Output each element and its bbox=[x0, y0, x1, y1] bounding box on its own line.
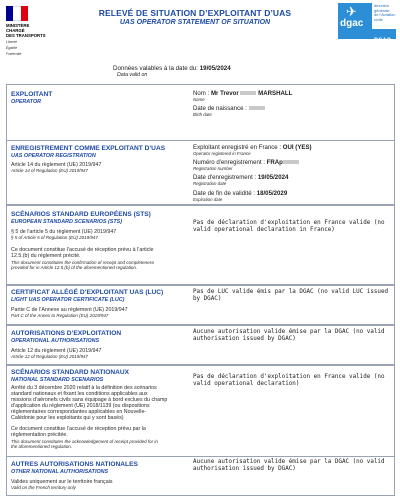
national-text-3: missions d’aéronefs civils sans équipage à bord exclues du champ bbox=[11, 397, 168, 403]
national-text-1: Arrêté du 3 décembre 2020 relatif à la définition des scénarios bbox=[11, 385, 157, 391]
luc-heading: CERTIFICAT ALLÉGÉ D’EXPLOITANT UAS (LUC) bbox=[11, 289, 164, 296]
national-text-4: d’application du règlement (UE) 2018/1139 (ou dispositions bbox=[11, 403, 150, 409]
registration-number-sub: Registration number bbox=[193, 166, 233, 171]
valid-date-sub: Data valid on bbox=[117, 72, 148, 78]
national-text-2: standard nationaux et fixant les conditions applicables aux bbox=[11, 391, 148, 397]
other-line: Valides uniquement sur le territoire français bbox=[11, 479, 113, 485]
operator-name: Nom : Mr Trevor MARSHALL bbox=[193, 90, 293, 97]
section-luc bbox=[6, 285, 395, 325]
ministry-name-3: DES TRANSPORTS bbox=[6, 33, 46, 38]
luc-status: Pas de LUC valide émis par la DGAC (no valid LUC issued by DGAC) bbox=[193, 289, 389, 302]
expiry-date: Date de fin de validité : 18/05/2029 bbox=[193, 190, 288, 197]
registration-article-en: Article 14 of Regulation (EU) 2019/947 bbox=[11, 168, 89, 173]
valid-date-line bbox=[113, 65, 231, 72]
section-authorisations bbox=[6, 325, 395, 365]
section-other bbox=[6, 456, 395, 496]
plane-icon: ✈ bbox=[346, 4, 357, 19]
sts-note-en-2: provided for in Article 12.5.(b) of the aforementioned regulation. bbox=[11, 265, 138, 270]
sts-status: Pas de déclaration d'exploitation en France valide (no valid operational declaration in France) bbox=[193, 220, 385, 233]
sts-subheading: EUROPEAN STANDARD SCENARIOS (STS) bbox=[11, 219, 123, 225]
ministry-name-2: CHARGÉ bbox=[6, 28, 25, 33]
valid-date-value: 19/05/2024 bbox=[199, 65, 231, 72]
authorisations-line: Article 12 du règlement (UE) 2019/947 bbox=[11, 348, 102, 354]
other-heading: AUTRES AUTORISATIONS NATIONALES bbox=[11, 461, 138, 468]
authorisations-line-en: Article 12 of Regulation (EU) 2019/947 bbox=[11, 354, 89, 359]
other-line-en: Valid on the French territory only bbox=[11, 485, 76, 490]
motto-egalite: Égalité bbox=[6, 46, 17, 50]
sts-note-1: Ce document constitue l’accusé de réception prévu à l’article bbox=[11, 247, 154, 253]
sts-article-en: § 5 of Article 5 of Regulation (EU) 2019/947 bbox=[11, 235, 98, 240]
national-note-1: Ce document constitue l’accusé de réception prévu par la bbox=[11, 426, 146, 432]
national-note-en-1: This document constitutes the acknowledgement of receipt provided for in bbox=[11, 439, 158, 444]
luc-subheading: LIGHT UAS OPERATOR CERTIFICATE (LUC) bbox=[11, 297, 125, 303]
document-header bbox=[0, 0, 400, 80]
section-operator bbox=[6, 84, 395, 141]
registered-in-france-sub: Operator registered in France bbox=[193, 151, 251, 156]
operator-birth-date: Date de naissance : bbox=[193, 105, 265, 112]
dgac-logo-block bbox=[338, 3, 372, 39]
redacted-name bbox=[240, 91, 256, 95]
national-heading: SCÉNARIOS STANDARD NATIONAUX bbox=[11, 369, 130, 376]
document-title: RELEVÉ DE SITUATION D’EXPLOITANT D’UAS bbox=[98, 8, 292, 18]
sts-note-2: 12.5.(b) du règlement précité. bbox=[11, 253, 81, 259]
registration-date-sub: Registration date bbox=[193, 181, 227, 186]
other-status: Aucune autorisation valide émise par la DGAC (no valid authorisation issued by DGAC) bbox=[193, 459, 385, 472]
national-note-en-2: the aforementioned regulation. bbox=[11, 444, 73, 449]
national-note-2: réglementation précitée. bbox=[11, 432, 68, 438]
sts-article: § 5 de l'article 5 du règlement (UE) 2019/947 bbox=[11, 229, 117, 235]
operator-heading: EXPLOITANT bbox=[11, 91, 53, 98]
luc-line-en: Part C of the Annex to Regulation (EU) 2019/947 bbox=[11, 313, 109, 318]
section-national bbox=[6, 365, 395, 457]
section-registration bbox=[6, 140, 395, 205]
registration-number: Numéro d'enregistrement : FRAp bbox=[193, 159, 299, 166]
operator-name-sub: Name bbox=[193, 97, 205, 102]
document-subtitle: UAS OPERATOR STATEMENT OF SITUATION bbox=[119, 19, 271, 26]
authorisations-status: Aucune autorisation valide émise par la DGAC (no valid authorisation issued by DGAC) bbox=[193, 329, 385, 342]
registration-date: Date d'enregistrement : 19/05/2024 bbox=[193, 174, 289, 181]
redacted-birth-date bbox=[249, 106, 265, 110]
dgac-wordmark: dgac bbox=[340, 18, 364, 29]
authorisations-heading: AUTORISATIONS D’EXPLOITATION bbox=[11, 330, 122, 337]
sts-note-en-1: This document constitutes the confirmation of receipt and completeness bbox=[11, 260, 155, 265]
valid-date-label: Données valables à la date du: bbox=[113, 65, 198, 72]
national-status: Pas de déclaration d'exploitation en France valide (no valid operational declaration) bbox=[193, 374, 385, 387]
motto-liberte: Liberté bbox=[6, 40, 17, 44]
registered-in-france: Exploitant enregistré en France : OUI (YES) bbox=[193, 144, 312, 151]
motto-fraternite: Fraternité bbox=[6, 52, 22, 56]
section-sts bbox=[6, 205, 395, 285]
operator-subheading: OPERATOR bbox=[11, 99, 42, 105]
registration-subheading: UAS OPERATOR REGISTRATION bbox=[11, 153, 96, 159]
redacted-registration-number bbox=[283, 160, 299, 164]
other-subheading: OTHER NATIONAL AUTHORISATIONS bbox=[11, 469, 109, 475]
luc-line: Partie C de l’Annexe au règlement (UE) 2019/947 bbox=[11, 307, 128, 313]
national-text-5: réglementaires correspondantes applicables en Nouvelle- bbox=[11, 409, 147, 415]
dgac-side-text: direction générale de l’Aviation civile bbox=[374, 3, 396, 22]
registration-article: Article 14 du règlement (UE) 2019/947 bbox=[11, 162, 102, 168]
registration-heading: ENREGISTREMENT COMME EXPLOITANT D’UAS bbox=[11, 145, 166, 152]
dgac-logo bbox=[338, 3, 396, 44]
french-flag-icon bbox=[6, 6, 28, 21]
authorisations-subheading: OPERATIONAL AUTHORISATIONS bbox=[11, 338, 100, 344]
ministry-logo bbox=[6, 6, 46, 56]
operator-birth-sub: Birth date bbox=[193, 112, 212, 117]
sts-heading: SCÉNARIOS STANDARD EUROPÉENS (STS) bbox=[11, 211, 151, 218]
expiry-date-sub: Expiration date bbox=[193, 197, 223, 202]
dsac-bar: DSAC bbox=[372, 29, 396, 39]
national-text-6: Calédonie pour les exploitants qui y sont basés) bbox=[11, 415, 124, 421]
ministry-name-1: MINISTÈRE bbox=[6, 23, 30, 28]
national-subheading: NATIONAL STANDARD SCENARIOS bbox=[11, 377, 104, 383]
